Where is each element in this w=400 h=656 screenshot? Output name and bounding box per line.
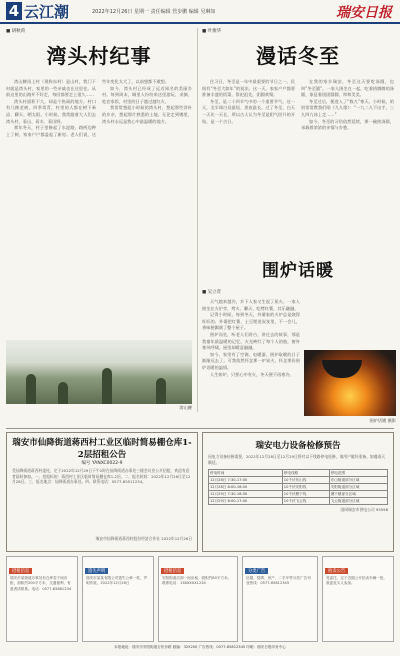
notice-title: 瑞安电力设备检修预告 <box>255 441 341 451</box>
paragraph: 如今，冬至的习俗依然延续，那一碗热汤圆，承载着浓浓的亲情与乡愁。 <box>301 118 394 131</box>
paragraph: 冬至，是二十四节气中的一个重要节气。这一天，北半球白昼最短、黑夜最长。过了冬至，白天一天比一天长，所以古人认为冬至是阳气回升的开始，是一个吉日。 <box>202 98 295 124</box>
notice-body: 受仙降街道蒋西村委托，定于2022年12月29日下午2时在仙降街道办事处三楼会议室公开招租，欢迎有意者届时参加。一、招租标的：蒋西村工业区临时简易棚仓库1-2层。二、报名时间：2022年12月26日至12月28日。三、报名地点：仙降街道办事处。四、联系电话：0577-65511234。 <box>12 468 191 485</box>
page-footer: 本报地址：瑞安市安阳街道万松东路 邮编：325200 广告热线：0577-65812345 印刷：瑞安日报印务中心 <box>114 645 286 649</box>
paragraph: 湾头村面积不大，却是个热闹的地方。村口有几棵老树，四季常青，村里的人都在树下乘凉、聊天、晒太阳。小时候，我常跟着大人们去湾头村，看山、看水、看田野。 <box>6 98 96 124</box>
notice-number: 编号 YANXC0022-9 <box>81 461 123 466</box>
box-heading: 招租信息 <box>161 568 184 574</box>
paragraph: 我常常想起小时候的湾头村，想起那些淳朴的乡亲，想起那片熟悉的土地。无论走到哪里，湾头村永远是我心中最温暖的地方。 <box>102 105 192 124</box>
box-text: 瑞安市某某有限公司遗失公章一枚，声明作废。2022年12月26日 <box>86 576 148 586</box>
paragraph: 往习日，冬至是一年中最重要的节日之一，民间有“冬至大如年”的说法。这一天，家家户户都要准备丰盛的饭菜，祭祀祖先，团圆欢聚。 <box>202 79 295 98</box>
photo-caption: 围炉话暖 摄影 <box>369 418 396 423</box>
paragraph: 冬至过后，便进入了“数九”寒天。小时候，奶奶常常教我们唱《九九歌》：“一九二九不出手，三九四九冰上走……” <box>301 98 394 117</box>
table-row: 12月28日 7:30-17:00 10千伏东山线 东山街道部分区域 <box>209 477 388 484</box>
article-title: 围炉话暖 <box>262 261 334 281</box>
article-body <box>202 79 394 257</box>
article-title: 湾头村纪事 <box>46 44 152 68</box>
box-heading: 招租信息 <box>9 568 32 574</box>
paragraph: 围炉而坐，听老人们讲古，讲过去的故事，那是我童年最温暖的记忆。火光映红了每个人的脸，窗外寒风呼啸，屋里却暖意融融。 <box>202 331 300 351</box>
article-title: 漫话冬至 <box>256 44 340 68</box>
classified-box <box>6 556 78 642</box>
box-heading: 拍卖公告 <box>325 568 348 574</box>
box-text: 安阳街道店面一间出租，面积约80平方米。联系电话：138XXXX1234 <box>162 576 232 586</box>
page-number: 4 <box>6 2 22 20</box>
page-header <box>0 0 400 24</box>
paragraph: 那年冬天，村子里修起了水泥路，路两边种上了树，家家户户都盖起了新房。老人们说，这些年变化太大了，以前想都不敢想。 <box>6 79 170 137</box>
notice-footer: 国网瑞安市供电公司 95598 <box>340 507 388 512</box>
table-row: 12月28日 8:00-16:00 10千伏安阳线 安阳街道部分区域 <box>209 484 388 491</box>
article-body <box>202 299 300 423</box>
paragraph: 在我的家乡瑞安，冬至这天要吃汤圆，也叫“冬至圆”。一家人围坐在一起，吃着热腾腾的汤圆，象征着团团圆圆、和和美美。 <box>301 79 394 98</box>
notice-body: 因电力设备检修需要，2022年12月28日至12月29日将对以下线路停电检修，请用户做好准备。如遇雨天顺延。 <box>208 454 386 465</box>
box-text: 受委托，定于近期公开拍卖车辆一批，欢迎竞买人参加。 <box>326 576 388 586</box>
fire-photo <box>304 350 396 416</box>
issue-info: 2022年12月26日 星期一 责任编辑 管步鹏 编辑 吴琳如 <box>92 9 216 15</box>
classified-box <box>82 556 154 642</box>
notice-footer: 瑞安市仙降街道蒋西村股份经济合作社 2022年12月26日 <box>95 536 192 541</box>
box-heading: 分类广告 <box>245 568 268 574</box>
box-heading: 遗失声明 <box>85 568 108 574</box>
classified-box <box>242 556 318 642</box>
table-row: 停电时间 停电线路 停电范围 <box>209 470 388 477</box>
paragraph: 记得小时候，每到冬天，外婆家的火炉总是烧得旺旺的。外婆把红薯、土豆埋进炭灰里，不一会儿，香味便飘满了整个屋子。 <box>202 312 300 331</box>
photo-caption: 湾山腰 <box>179 405 192 410</box>
notice-title: 瑞安市仙降街道蒋西村工业区临时简易棚仓库1-2层招租公告 <box>12 438 192 460</box>
box-text: 瑞安市某街道办事处有仓库若干间出租，面积约200平方米，交通便利，有意者请联系。电话：0577-65881234 <box>10 576 72 591</box>
classified-box <box>322 556 394 642</box>
tender-notice <box>6 432 198 552</box>
article-byline: ■ 叶俊华 <box>202 29 222 34</box>
village-photo <box>6 340 192 404</box>
paragraph: 湾山腰再上村（现称东村）是山村，我门下村就是湾头村，家里的一些亲戚也在这里住。从前这里的山路并不好走，每回都要走上很久…… <box>6 79 96 98</box>
table-row: 12月29日 8:00-17:00 10千伏飞云线 飞云街道部分区域 <box>209 498 388 505</box>
schedule-table <box>208 469 388 505</box>
classified-box <box>158 556 238 642</box>
article-body <box>6 79 192 341</box>
paragraph: 如今，家里有了空调、电暖器，围炉取暖的日子渐渐远去了。可我依然怀念那一炉炭火，怀念那份围炉话暖的温情。 <box>202 351 300 370</box>
article-left <box>6 28 192 341</box>
power-maintenance-notice <box>202 432 394 552</box>
article-right-top <box>202 28 394 257</box>
section-name: 云江潮 <box>24 3 70 21</box>
table-row: 12月29日 7:30-16:30 10千伏塘下线 塘下镇部分区域 <box>209 491 388 498</box>
article-byline: ■ 胡秋荷 <box>6 29 26 34</box>
article-byline: ■ 吴立奇 <box>202 290 222 295</box>
paragraph: 如今，湾头村已经成了远近闻名的美丽乡村。每到周末，城里人纷纷来这里游玩、采摘、吃农家饭，村里的日子越过越红火。 <box>102 85 192 104</box>
paragraph: 人生如炉，只要心中有火，冬天便不再寒冷。 <box>210 371 294 377</box>
paragraph: 天气越来越冷，乡下人家又生起了炭火。一家人围坐在火炉旁，烤火、聊天、吃烤红薯，其乐融融。 <box>202 299 300 311</box>
masthead-logo: 瑞安日报 <box>336 5 392 21</box>
box-text: 征婚、招聘、房产、二手车等分类广告刊登热线：0577-65812345 <box>246 576 311 586</box>
